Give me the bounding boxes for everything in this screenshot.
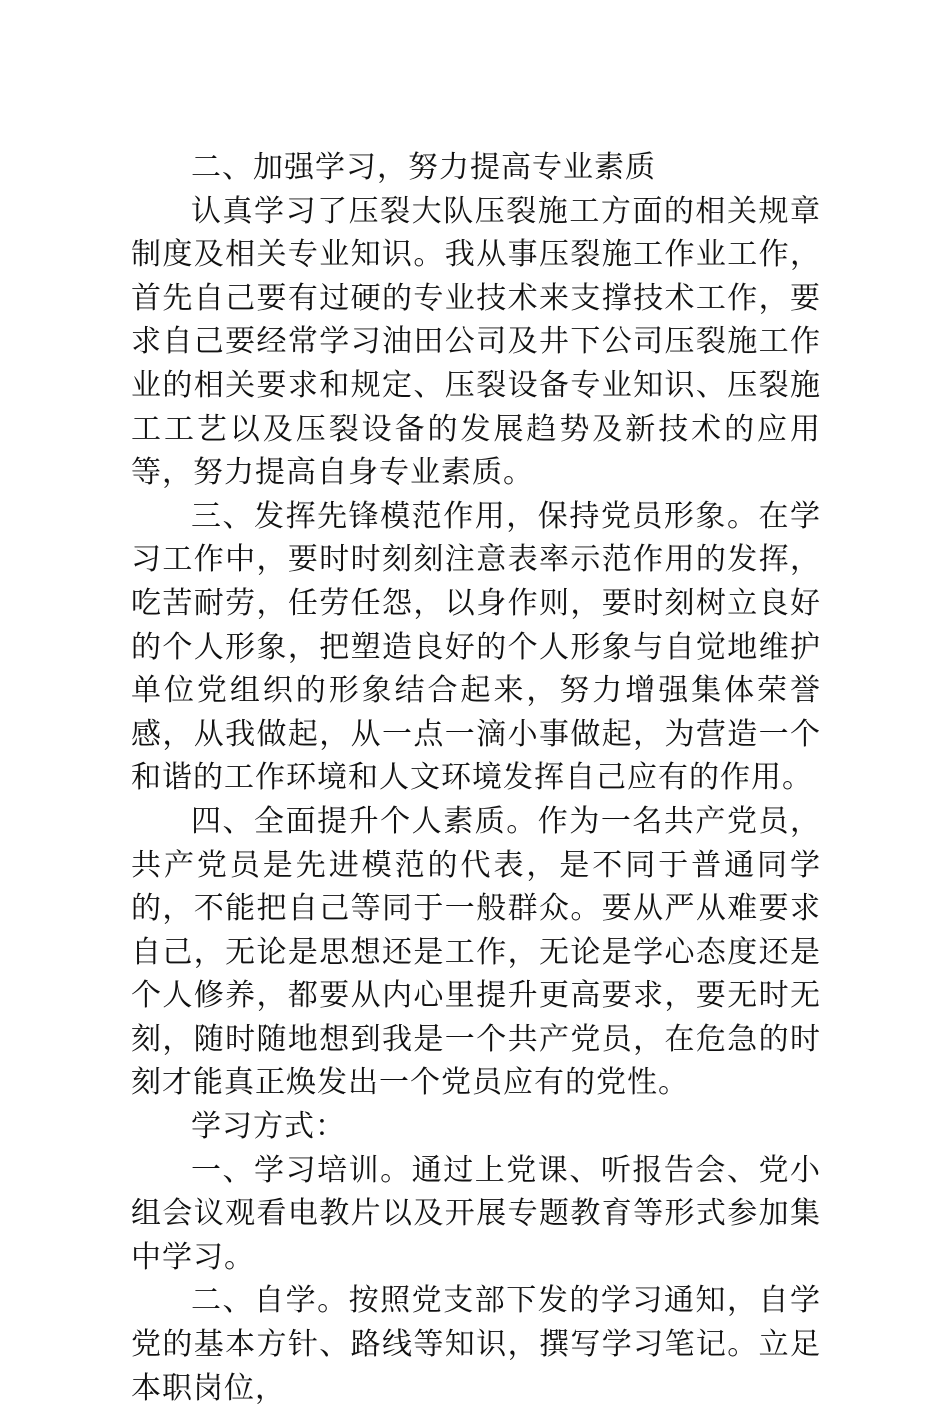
heading-study-methods: 学习方式： bbox=[191, 1109, 346, 1145]
paragraph-self-study: 二、自学。按照党支部下发的学习通知，自学党的基本方针、路线等知识，撰写学习笔记。立足本职岗位， bbox=[131, 1283, 821, 1406]
document-body bbox=[131, 146, 821, 1410]
paragraph-vanguard-role: 三、发挥先锋模范作用，保持党员形象。在学习工作中，要时时刻刻注意表率示范作用的发挥，吃苦耐劳，任劳任怨，以身作则，要时刻树立良好的个人形象，把塑造良好的个人形象与自觉地维护单位党组织的形象结合起来，努力增强集体荣誉感，从我做起，从一点一滴小事做起，为营造一个和谐的工作环境和人文环境发挥自己应有的作用。 bbox=[131, 498, 821, 796]
paragraph-personal-quality: 四、全面提升个人素质。作为一名共产党员，共产党员是先进模范的代表，是不同于普通同学的，不能把自己等同于一般群众。要从严从难要求自己，无论是思想还是工作，无论是学心态度还是个人修养，都要从内心里提升更高要求，要无时无刻，随时随地想到我是一个共产党员，在危急的时刻才能真正焕发出一个党员应有的党性。 bbox=[131, 803, 821, 1101]
paragraph-professional-study: 认真学习了压裂大队压裂施工方面的相关规章制度及相关专业知识。我从事压裂施工作业工作，首先自己要有过硬的专业技术来支撑技术工作，要求自己要经常学习油田公司及井下公司压裂施工作业的相关要求和规定、压裂设备专业知识、压裂施工工艺以及压裂设备的发展趋势及新技术的应用等，努力提高自身专业素质。 bbox=[131, 193, 821, 491]
section-heading-strengthen-study: 二、加强学习，努力提高专业素质 bbox=[191, 150, 656, 185]
paragraph-training: 一、学习培训。通过上党课、听报告会、党小组会议观看电教片以及开展专题教育等形式参加集中学习。 bbox=[131, 1152, 821, 1275]
